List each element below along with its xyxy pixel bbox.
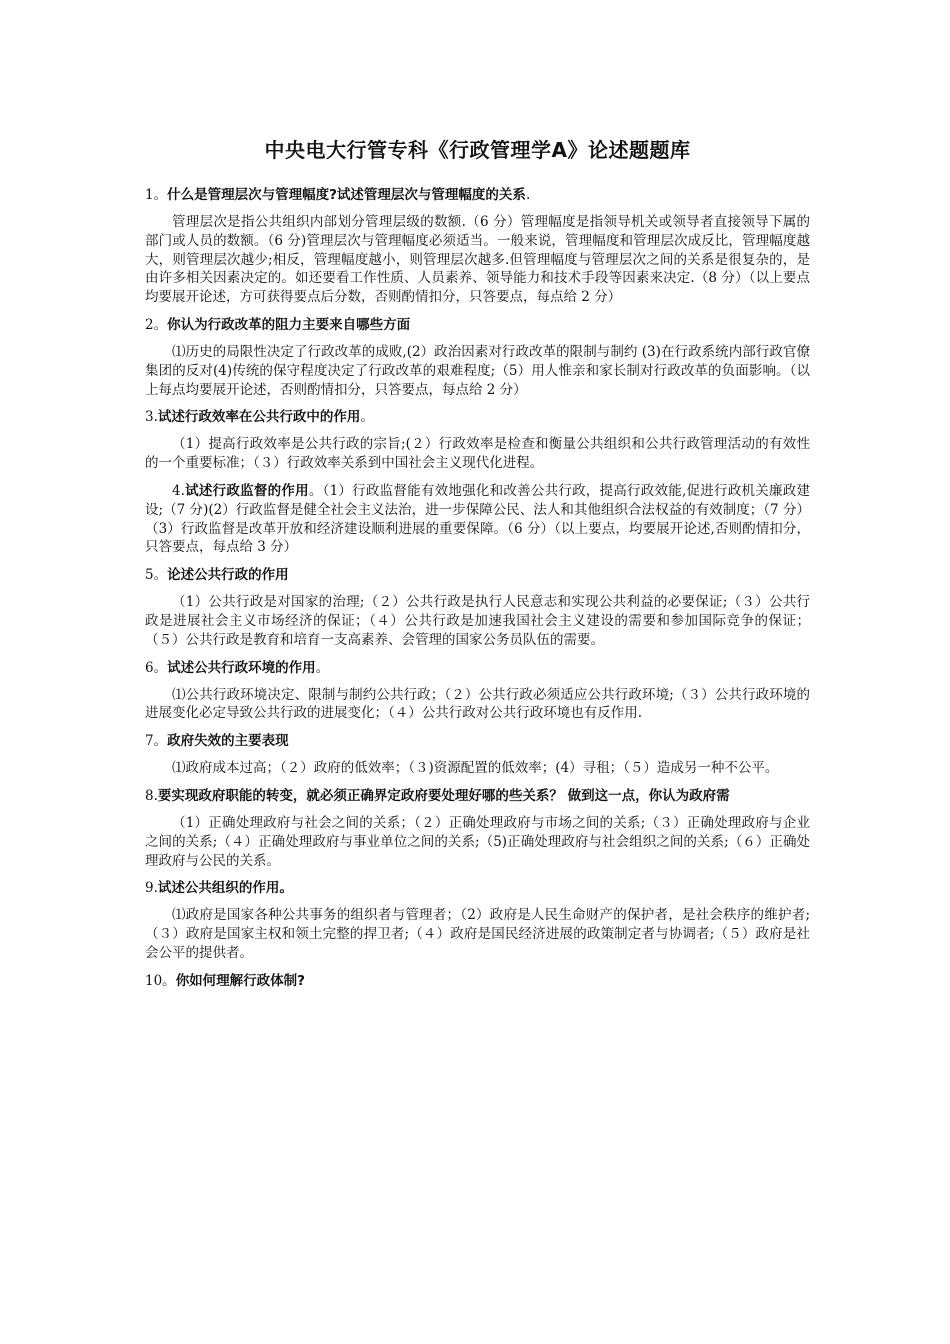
question-text: 论述公共行政的作用 — [167, 567, 289, 584]
answer-paragraph: （1）公共行政是对国家的治理;（２）公共行政是执行人民意志和实现公共利益的必要保证;（３）公共行政是进展社会主义市场经济的保证；（４）公共行政是加速我国社会主义建设的需要和参加国际竞争的保证；（５）公共行政是教育和培育一支高素养、会管理的国家公务员队伍的需要。 — [145, 594, 810, 648]
answer-paragraph: 管理层次是指公共组织内部划分管理层级的数额.（6 分）管理幅度是指领导机关或领导者直接领导下属的部门或人员的数额。（6 分)管理层次与管理幅度必须适当。一般来说，管理幅度和管理层次成反比，管理幅度越大，则管理层次越少;相反，管理幅度越小，则管理层次越多.但管理幅度与管理层次之间的关系是很复杂的，是由许多相关因素决定的。如还要看工作性质、人员素养、领导能力和技术手段等因素来决定.（8 分）（以上要点均要展开论述，方可获得要点后分数，否则酌情扣分，只答要点，每点给 2 分） — [145, 214, 810, 306]
question-text: 试述公共行政环境的作用 — [167, 659, 316, 676]
answer-paragraph: ⑴历史的局限性决定了行政改革的成败,(2）政治因素对行政改革的限制与制约 (3)在行政系统内部行政官僚集团的反对(4)传统的保守程度决定了行政改革的艰难程度;（5）用人惟亲和家长制对行政改革的负面影响。（以上每点均要展开论述，否则酌情扣分，只答要点，每点给 2 分） — [145, 343, 810, 398]
question-text: 试述行政监督的作用 — [184, 482, 309, 499]
question-number: 8. — [145, 787, 158, 804]
list-item — [145, 316, 810, 399]
question-number: 4. — [172, 482, 185, 499]
answer-paragraph: ⑴政府是国家各种公共事务的组织者与管理者；（2）政府是人民生命财产的保护者，是社会秩序的维护者;（３）政府是国家主权和领土完整的捍卫者;（４）政府是国民经济进展的政策制定者与协调者;（５）政府是社会公平的提供者。 — [145, 907, 810, 961]
question-number: 3. — [145, 409, 158, 426]
question-text: 你认为行政改革的阻力主要来自哪些方面 — [167, 316, 411, 333]
question-tail: 。 — [315, 659, 330, 676]
question-heading — [145, 566, 810, 585]
question-tail: . — [525, 187, 531, 203]
list-item — [145, 659, 810, 724]
list-item — [145, 566, 810, 649]
question-heading — [145, 316, 810, 335]
list-item — [145, 482, 810, 557]
question-number: 1。 — [145, 187, 168, 203]
list-item — [145, 787, 810, 870]
question-heading — [145, 186, 810, 205]
question-text: 政府失效的主要表现 — [167, 733, 289, 750]
list-item — [145, 972, 810, 991]
question-tail: 。 — [308, 482, 323, 499]
question-number: 5。 — [145, 567, 168, 584]
question-tail: 。 — [360, 409, 374, 426]
answer-paragraph: （1）提高行政效率是公共行政的宗旨;(２）行政效率是检查和衡量公共组织和公共行政管理活动的有效性的一个重要标准；（３）行政效率关系到中国社会主义现代化进程。 — [145, 436, 810, 472]
question-text: 要实现政府职能的转变，就必须正确界定政府要处理好哪的些关系？ 做到这一点，你认为政府需 — [157, 787, 730, 804]
question-number: 2。 — [145, 316, 168, 333]
question-heading — [145, 972, 810, 991]
question-number: 9. — [145, 880, 158, 897]
question-text: 你如何理解行政体制? — [175, 972, 306, 989]
question-text: 试述公共组织的作用。 — [157, 880, 293, 897]
question-text: 试述行政效率在公共行政中的作用 — [157, 409, 361, 426]
list-item — [145, 408, 810, 473]
question-text: 什么是管理层次与管理幅度?试述管理层次与管理幅度的关系 — [167, 187, 526, 203]
list-item — [145, 186, 810, 307]
question-heading — [145, 879, 810, 898]
document-page — [145, 136, 810, 999]
answer-text: （1）行政监督能有效地强化和改善公共行政，提高行政效能,促进行政机关廉政建设;（7 分)(2）行政监督是健全社会主义法治，进一步保障公民、法人和其他组织合法权益的有效制度；（7 分）（3）行政监督是改革开放和经济建设顺利进展的重要保障。（6 分）（以上要点，均要展开论述,否则酌情扣分，只答要点，每点给 3 分） — [145, 482, 811, 556]
answer-paragraph — [145, 482, 810, 557]
question-number: 10。 — [145, 972, 176, 989]
answer-paragraph: ⑴政府成本过高；（２）政府的低效率；（３)资源配置的低效率；(4）寻租；（５）造成另一种不公平。 — [172, 760, 779, 777]
list-item — [145, 732, 810, 778]
question-heading — [145, 787, 810, 806]
question-number: 7。 — [145, 733, 168, 750]
question-heading — [145, 732, 810, 751]
question-heading — [145, 659, 810, 678]
list-item — [145, 879, 810, 962]
answer-paragraph: （1）正确处理政府与社会之间的关系；（２）正确处理政府与市场之间的关系;（３）正确处理政府与企业之间的关系;（４）正确处理政府与事业单位之间的关系;（5)正确处理政府与社会组织之间的关系;（６）正确处理政府与公民的关系。 — [145, 814, 810, 869]
question-number: 6。 — [145, 659, 168, 676]
document-title: 中央电大行管专科《行政管理学A》论述题题库 — [264, 138, 691, 162]
question-heading — [145, 408, 810, 427]
answer-paragraph: ⑴公共行政环境决定、限制与制约公共行政；（２）公共行政必须适应公共行政环境;（３）公共行政环境的进展变化必定导致公共行政的进展变化；（４）公共行政对公共行政环境也有反作用. — [145, 686, 810, 722]
